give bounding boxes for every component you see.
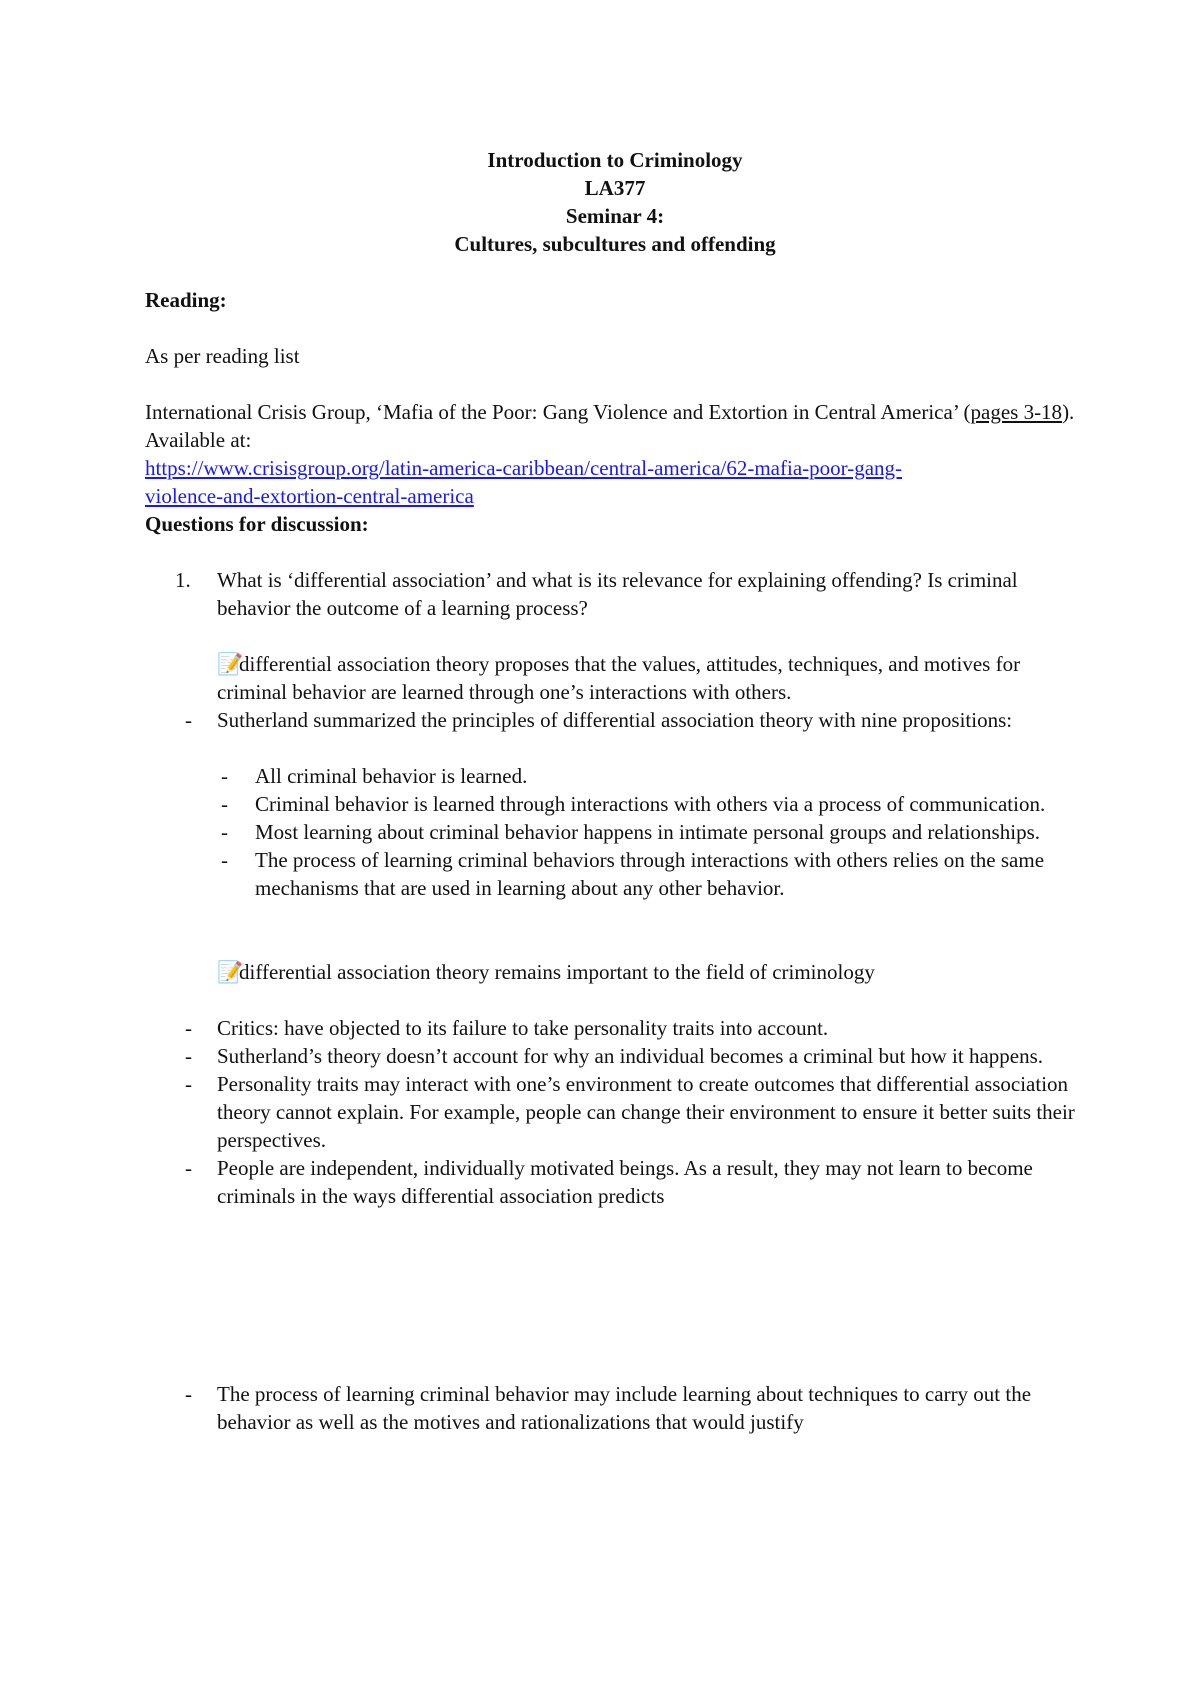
seminar-label: Seminar 4: bbox=[565, 204, 665, 228]
critic-item bbox=[145, 1154, 1085, 1210]
citation-pages: pages 3-18 bbox=[970, 400, 1063, 424]
proposition-item bbox=[145, 762, 1085, 790]
document-content bbox=[145, 146, 1085, 1436]
question-1-number: 1. bbox=[175, 568, 191, 592]
dash-marker: - bbox=[221, 764, 228, 788]
question-1 bbox=[145, 566, 1085, 622]
dash-marker: - bbox=[185, 1072, 192, 1096]
question-1-text: What is ‘differential association’ and what is its relevance for explaining offending? Is criminal behavior the outcome of a learning process? bbox=[217, 568, 1018, 620]
critic-item bbox=[145, 1070, 1085, 1154]
sutherland-text: Sutherland summarized the principles of differential association theory with nine propositions: bbox=[217, 708, 1013, 732]
course-title: Introduction to Criminology bbox=[487, 148, 743, 172]
reading-list-note: As per reading list bbox=[145, 344, 300, 368]
dash-marker: - bbox=[185, 1016, 192, 1040]
answer-point-1 bbox=[145, 650, 1085, 706]
last-point-text: The process of learning criminal behavior may include learning about techniques to carry out the behavior as well as the motives and rationalizations that would justify bbox=[217, 1382, 1032, 1434]
dash-marker: - bbox=[185, 1044, 192, 1068]
proposition-text: All criminal behavior is learned. bbox=[255, 764, 528, 788]
answer-point-2 bbox=[145, 958, 1085, 986]
critic-text: Critics: have objected to its failure to take personality traits into account. bbox=[217, 1016, 829, 1040]
reading-heading: Reading: bbox=[145, 288, 227, 312]
critic-item bbox=[145, 1014, 1085, 1042]
dash-marker: - bbox=[221, 848, 228, 872]
reading-url-line1[interactable]: https://www.crisisgroup.org/latin-america-caribbean/central-america/62-mafia-poor-gang- bbox=[145, 456, 903, 480]
notepad-icon: 📝 bbox=[217, 652, 244, 676]
critic-text: People are independent, individually motivated beings. As a result, they may not learn to become criminals in the ways differential association predicts bbox=[217, 1156, 1033, 1208]
reading-url-line2[interactable]: violence-and-extortion-central-america bbox=[145, 484, 474, 508]
sutherland-point bbox=[145, 706, 1085, 734]
critic-item bbox=[145, 1042, 1085, 1070]
reading-citation bbox=[145, 398, 1085, 454]
citation-suffix: ). Available at: bbox=[145, 400, 1075, 452]
reading-url[interactable] bbox=[145, 454, 1085, 510]
dash-marker: - bbox=[185, 1382, 192, 1406]
notepad-icon: 📝 bbox=[217, 960, 244, 984]
dash-marker: - bbox=[185, 708, 192, 732]
proposition-item bbox=[145, 790, 1085, 818]
answer-point-2-text: differential association theory remains important to the field of criminology bbox=[239, 960, 875, 984]
proposition-text: Criminal behavior is learned through interactions with others via a process of communication. bbox=[255, 792, 1046, 816]
dash-marker: - bbox=[185, 1156, 192, 1180]
last-point bbox=[145, 1380, 1085, 1436]
dash-marker: - bbox=[221, 792, 228, 816]
critic-text: Sutherland’s theory doesn’t account for why an individual becomes a criminal but how it happens. bbox=[217, 1044, 1044, 1068]
course-code: LA377 bbox=[584, 176, 646, 200]
proposition-text: Most learning about criminal behavior happens in intimate personal groups and relationships. bbox=[255, 820, 1040, 844]
proposition-item bbox=[145, 846, 1085, 902]
answer-point-1-text: differential association theory proposes that the values, attitudes, techniques, and motives for criminal behavior are learned through one’s interactions with others. bbox=[217, 652, 1021, 704]
proposition-text: The process of learning criminal behaviors through interactions with others relies on the same mechanisms that are used in learning about any other behavior. bbox=[255, 848, 1045, 900]
citation-prefix: International Crisis Group, ‘Mafia of the Poor: Gang Violence and Extortion in Central America’ ( bbox=[145, 400, 971, 424]
proposition-item bbox=[145, 818, 1085, 846]
seminar-topic: Cultures, subcultures and offending bbox=[454, 232, 776, 256]
dash-marker: - bbox=[221, 820, 228, 844]
questions-heading: Questions for discussion: bbox=[145, 512, 369, 536]
critic-text: Personality traits may interact with one’s environment to create outcomes that differential association theory cannot explain. For example, people can change their environment to ensure it better suits their perspectives. bbox=[217, 1072, 1075, 1152]
